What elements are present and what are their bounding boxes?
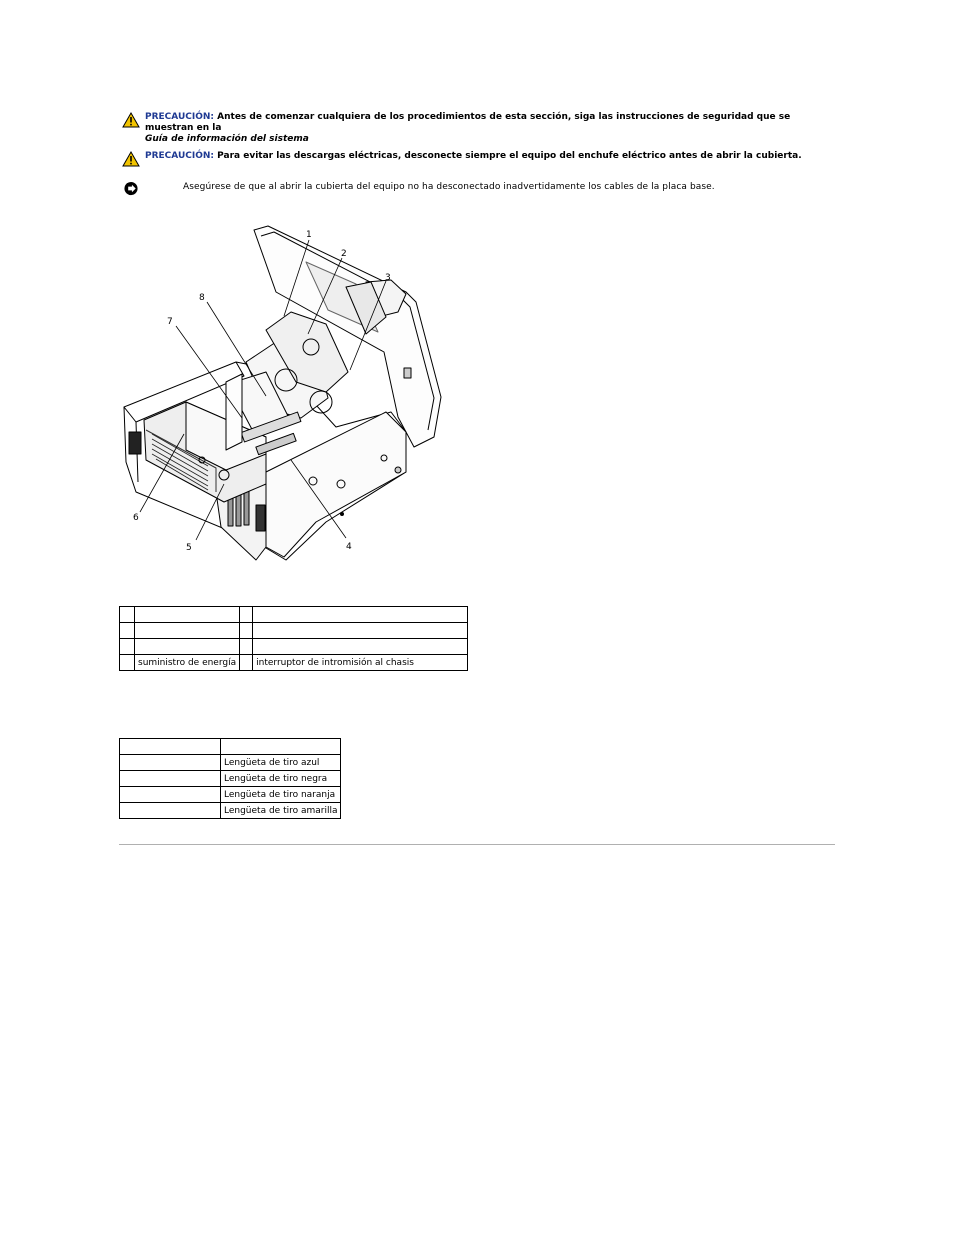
table-cell <box>120 771 221 787</box>
safety-guide-title: Guía de información del sistema <box>145 134 309 144</box>
table-cell <box>120 803 221 819</box>
note-text: Asegúrese de que al abrir la cubierta del equipo no ha desconectado inadvertidamente los cables de la placa base. <box>183 182 715 192</box>
table-cell <box>120 623 135 639</box>
table-cell: Lengüeta de tiro azul <box>221 755 341 771</box>
table-row <box>120 787 341 803</box>
pull-tab-table <box>119 738 341 819</box>
table-cell: suministro de energía <box>135 655 240 671</box>
computer-interior-diagram <box>116 222 456 567</box>
caution-body: Para evitar las descargas eléctricas, desconecte siempre el equipo del enchufe eléctrico antes de abrir la cubierta. <box>217 151 802 161</box>
callout-7: 7 <box>167 317 173 327</box>
caution-notice-2 <box>122 151 825 167</box>
table-cell <box>135 623 240 639</box>
table-cell <box>120 639 135 655</box>
table-row <box>120 607 468 623</box>
caution-label: PRECAUCIÓN: <box>145 151 215 161</box>
table-cell: interruptor de intromisión al chasis <box>253 655 468 671</box>
table-row <box>120 655 468 671</box>
table-cell <box>120 655 135 671</box>
notice-circle-icon <box>122 181 140 196</box>
table-cell <box>120 739 221 755</box>
table-row <box>120 755 341 771</box>
table-cell <box>120 787 221 803</box>
callout-5: 5 <box>186 543 192 553</box>
table-cell <box>120 607 135 623</box>
warning-triangle-icon <box>122 151 140 167</box>
caution-body: Antes de comenzar cualquiera de los procedimientos de esta sección, siga las instrucciones de seguridad que se muestran en la <box>145 112 791 133</box>
table-cell <box>120 755 221 771</box>
table-row <box>120 623 468 639</box>
table-cell <box>135 607 240 623</box>
callout-2: 2 <box>341 249 347 259</box>
table-cell: Lengüeta de tiro negra <box>221 771 341 787</box>
table-cell: Lengüeta de tiro amarilla <box>221 803 341 819</box>
table-cell <box>135 639 240 655</box>
table-cell: Lengüeta de tiro naranja <box>221 787 341 803</box>
table-row <box>120 739 341 755</box>
table-cell <box>253 607 468 623</box>
footer-divider <box>119 844 835 845</box>
callout-1: 1 <box>306 230 312 240</box>
callout-8: 8 <box>199 293 205 303</box>
parts-legend-table <box>119 606 468 671</box>
caution-text-1 <box>145 112 825 145</box>
table-cell <box>240 639 253 655</box>
table-cell <box>253 639 468 655</box>
table-cell <box>221 739 341 755</box>
table-cell <box>253 623 468 639</box>
caution-notice-1 <box>122 112 825 145</box>
table-row <box>120 771 341 787</box>
note-notice <box>122 181 822 197</box>
callout-4: 4 <box>346 542 352 552</box>
table-cell <box>240 607 253 623</box>
warning-triangle-icon <box>122 112 140 128</box>
table-cell <box>240 655 253 671</box>
table-cell <box>240 623 253 639</box>
caution-text-2 <box>145 151 825 162</box>
callout-6: 6 <box>133 513 139 523</box>
caution-label: PRECAUCIÓN: <box>145 112 215 122</box>
table-row <box>120 803 341 819</box>
callout-3: 3 <box>385 273 391 283</box>
table-row <box>120 639 468 655</box>
